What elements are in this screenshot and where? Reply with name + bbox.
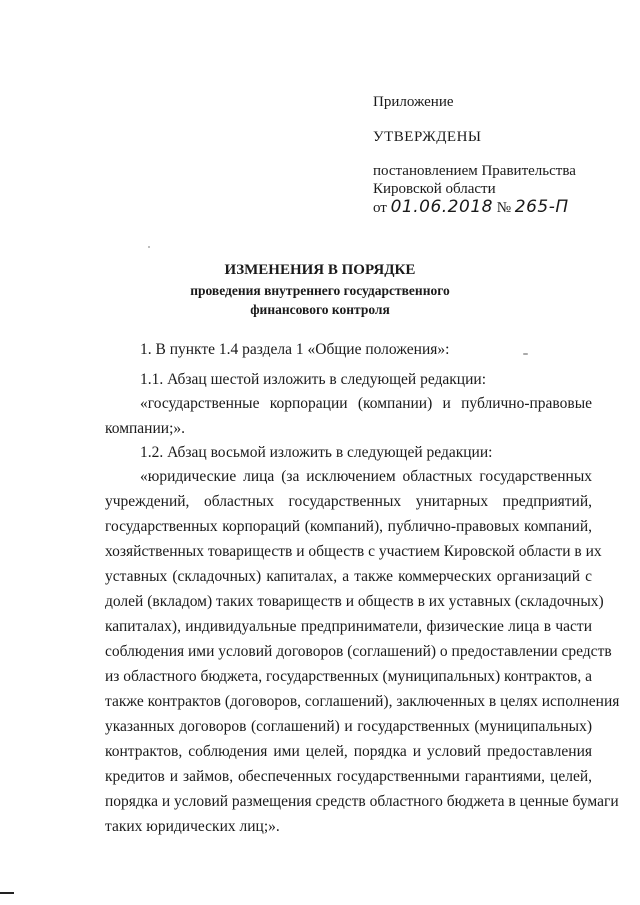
scan-speck	[148, 246, 150, 248]
scan-speck	[523, 353, 528, 355]
number-sign: №	[496, 200, 512, 216]
quote-2-line: учреждений, областных государственных унитарных предприятий,	[105, 493, 592, 510]
quote-2-line: порядка и условий размещения средств областного бюджета в ценные бумаги	[105, 793, 619, 810]
date-prefix: от	[373, 200, 387, 216]
quote-2-line: также контрактов (договоров, соглашений), заключенных в целях исполнения	[105, 693, 620, 710]
decree-line-1: постановлением Правительства	[373, 163, 576, 179]
quote-2-line: уставных (складочных) капиталах, а также коммерческих организаций с	[105, 568, 592, 585]
paragraph-1: 1. В пункте 1.4 раздела 1 «Общие положения»:	[140, 341, 450, 358]
subtitle-line-1: проведения внутреннего государственного	[190, 283, 450, 298]
quote-2-line: «юридические лица (за исключением областных государственных	[140, 468, 592, 485]
paragraph-1-1: 1.1. Абзац шестой изложить в следующей редакции:	[140, 371, 486, 388]
quote-1-line-1: «государственные корпорации (компании) и публично-правовые	[140, 395, 592, 412]
document-title: ИЗМЕНЕНИЯ В ПОРЯДКЕ	[224, 262, 416, 278]
quote-2-line: указанных договоров (соглашений) и государственных (муниципальных)	[105, 718, 592, 735]
document-subtitle	[0, 281, 640, 319]
scan-edge-mark	[0, 892, 14, 894]
quote-1	[105, 391, 592, 441]
quote-2-line: государственных корпораций (компаний), публично-правовых компаний,	[105, 518, 592, 535]
quote-2-line: кредитов и займов, обеспеченных государственными гарантиями, целей,	[105, 768, 592, 785]
quote-2-line: контрактов, соблюдения ими целей, порядка и условий предоставления	[105, 743, 592, 760]
decree-reference	[373, 163, 613, 198]
quote-1-line-2: компании;».	[105, 420, 185, 437]
appendix-label: Приложение	[373, 94, 454, 110]
quote-2-line: соблюдения ими условий договоров (соглашений) о предоставлении средств	[105, 643, 612, 660]
handwritten-date: 01.06.2018	[390, 197, 493, 217]
paragraph-1-2: 1.2. Абзац восьмой изложить в следующей редакции:	[140, 444, 493, 461]
decree-line-2: Кировской области	[373, 180, 496, 197]
subtitle-line-2: финансового контроля	[250, 302, 390, 317]
quote-2	[105, 464, 620, 839]
quote-2-line: долей (вкладом) таких товариществ и обществ в их уставных (складочных)	[105, 593, 604, 610]
decree-date-number	[373, 197, 569, 217]
quote-2-line: таких юридических лиц;».	[105, 818, 280, 835]
quote-2-line: из областного бюджета, государственных (муниципальных) контрактов, а	[105, 668, 592, 685]
handwritten-number: 265-П	[514, 197, 569, 217]
quote-2-line: хозяйственных товариществ и обществ с участием Кировской области в их	[105, 543, 602, 560]
quote-2-line: капиталах), индивидуальные предприниматели, физические лица в части	[105, 618, 592, 635]
approved-label: УТВЕРЖДЕНЫ	[373, 129, 482, 145]
